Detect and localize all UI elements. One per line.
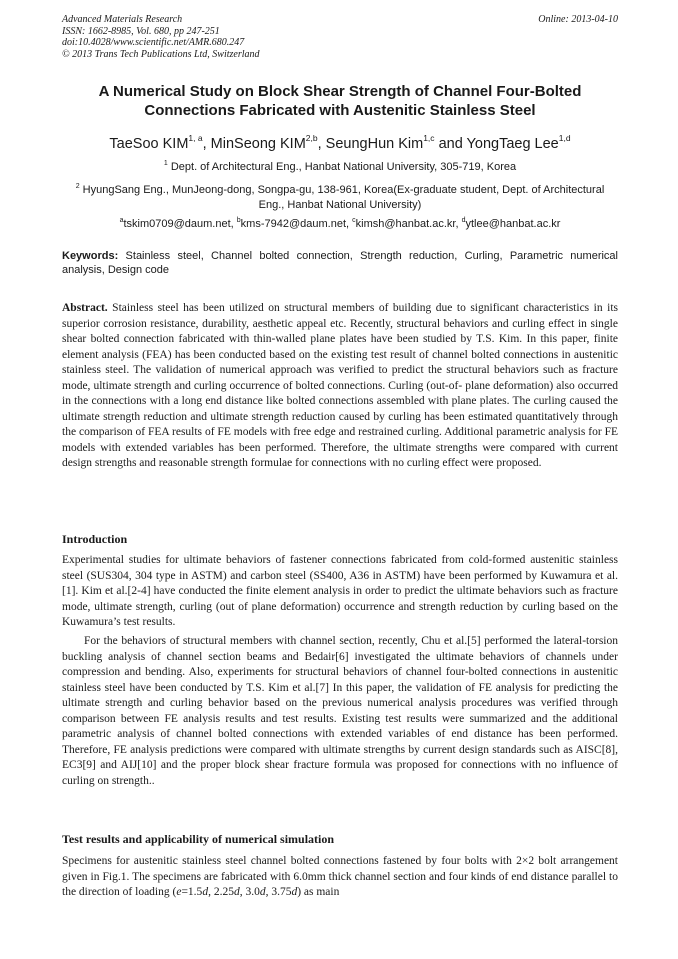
- introduction-heading: Introduction: [62, 532, 128, 546]
- email-address[interactable]: ytlee@hanbat.ac.kr: [465, 218, 561, 230]
- author-list: [62, 129, 618, 153]
- affiliation-2: [70, 179, 610, 213]
- test-results-paragraph: [62, 854, 618, 901]
- email-mark: d: [461, 217, 466, 224]
- author-affil-mark: 1, a: [188, 133, 203, 143]
- text-run: =1.5: [181, 886, 203, 898]
- introduction-paragraph-2: For the behaviors of structural members with channel section, recently, Chu et al.[5] performed the lateral-torsion buckling analysis of channel section beams and Bedair[6] investigated the ultimate behaviors of channels under compression and bending. Also, experiments for structural behaviors of channel four-bolted connections in austenitic stainless steel have been conducted by T.S. Kim et al.[7] In this paper, the validation of FE analysis for predicting the ultimate strength and curling behavior based on the previous numerical analysis procedures was verified through comparison between FE analysis results and test results. Existing test results were summarized and the additional parametric analysis of channel bolted connections with extended variables of end distance has been performed. Therefore, FE analysis predictions were compared with ultimate strengths by current design standards such as AISC[8], EC3[9] and AIJ[10] and the proper block shear fracture formula was proposed for connections with no influence of curling on strength..: [62, 635, 618, 787]
- text-run: , 3.75: [265, 886, 292, 898]
- abstract: [62, 301, 618, 472]
- journal-issn: ISSN: 1662-8985, Vol. 680, pp 247-251: [62, 25, 220, 37]
- online-date: Online: 2013-04-10: [538, 14, 618, 25]
- text-run-italic: d: [291, 886, 298, 898]
- text-run: , 3.0: [239, 886, 260, 898]
- journal-name: Advanced Materials Research: [62, 14, 183, 25]
- author-affil-mark: 2,b: [305, 133, 318, 143]
- title-line-2: Connections Fabricated with Austenitic Stainless Steel: [144, 102, 536, 119]
- text-run-italic: d: [233, 886, 240, 898]
- affiliation-mark: 2: [75, 183, 80, 190]
- journal-header: [62, 14, 618, 60]
- text-run-italic: d: [259, 886, 266, 898]
- author-name: MinSeong KIM: [210, 136, 306, 152]
- affiliation-text: Dept. of Architectural Eng., Hanbat National University, 305-719, Korea: [167, 161, 517, 173]
- author-separator: ,: [202, 136, 211, 152]
- email-address[interactable]: kimsh@hanbat.ac.kr: [355, 218, 456, 230]
- email-address[interactable]: kms-7942@daum.net: [240, 218, 346, 230]
- abstract-text: Stainless steel has been utilized on structural members of building due to significant characteristics in its superior corrosion resistance, durability, aesthetic appeal etc. Recently, structural behaviors and curling effect in single shear bolted connection fabricated with thin-walled plane plates have been studied by T.S. Kim. In this paper, finite element analysis (FEA) has been conducted based on the existing test result of channel bolted connections in austenitic stainless steel. The validation of numerical approach was verified to predict the structural behaviors such as fracture mode, ultimate strength and curling occurrence of bolted connections. Curling (out-of- plane deformation) also occurred in the connections with a long end distance like bolted connections assembled with plane plates. The curling caused the ultimate strength reduction and ultimate strength reduction caused by curling has been estimated quantitatively through the comparison of FEA results of FE models with free edge and restrained curling. Additional parametric analysis for FE models with extended variables has been performed. Therefore, the ultimate strengths were compared with current design strengths and reasonable strength formulae for connections with no curling effect were proposed.: [62, 302, 618, 469]
- author-name: TaeSoo KIM: [109, 136, 189, 152]
- paper-title: [62, 82, 618, 120]
- author-name: SeungHun Kim: [325, 136, 424, 152]
- keywords-label: Keywords:: [62, 250, 119, 262]
- author-name: YongTaeg Lee: [466, 136, 559, 152]
- journal-doi: doi:10.4028/www.scientific.net/AMR.680.247: [62, 37, 245, 48]
- email-mark: c: [352, 217, 356, 224]
- email-address[interactable]: tskim0709@daum.net: [123, 218, 231, 230]
- email-list: $^a$tskim0709@daum.net, $^b$kms-7942@daum.net, $^c$kimsh@hanbat.ac.kr, $^d$ytlee@hanbat.ac.kr: [119, 217, 561, 230]
- affiliation-mark: 1: [163, 160, 168, 167]
- keywords-text: Stainless steel, Channel bolted connection, Strength reduction, Curling, Parametric numerical analysis, Design code: [62, 250, 618, 276]
- introduction-paragraph-1: Experimental studies for ultimate behaviors of fastener connections fabricated from cold-formed austenitic stainless steel (SUS304, 304 type in ASTM) and carbon steel (SS400, A36 in ASTM) have been performed by Kuwamura et al.[1]. Kim et al.[2-4] have conducted the finite element analysis in order to predict the ultimate behaviors such as fracture mode, ultimate strength, curling (out of plane deformation) occurrence and strength reduction by curling based on the Kuwamura’s test results.: [62, 554, 618, 628]
- text-run-italic: d: [202, 886, 209, 898]
- affiliation-1: [70, 156, 610, 175]
- author-separator: ,: [317, 136, 326, 152]
- email-mark: b: [236, 217, 241, 224]
- text-run: Specimens for austenitic stainless steel channel bolted connections fastened by four bolts with 2×2 bolt arrangement given in Fig.1. The specimens are fabricated with 6.0mm thick channel section and four kinds of end distance parallel to the direction of loading (: [62, 855, 618, 898]
- text-run: , 2.25: [208, 886, 234, 898]
- abstract-label: Abstract.: [62, 302, 108, 314]
- text-run-italic: e: [176, 886, 182, 898]
- affiliation-text: HyungSang Eng., MunJeong-dong, Songpa-gu, 138-961, Korea(Ex-graduate student, Dept. of Architectural Eng., Hanbat National University): [79, 184, 605, 211]
- journal-copyright: © 2013 Trans Tech Publications Ltd, Switzerland: [62, 48, 260, 60]
- text-run: ) as main: [297, 886, 340, 898]
- author-and: and: [434, 136, 467, 152]
- title-line-1: A Numerical Study on Block Shear Strength of Channel Four-Bolted: [98, 83, 582, 100]
- keywords: [62, 249, 618, 277]
- author-affil-mark: 1,d: [558, 133, 571, 143]
- test-results-heading: Test results and applicability of numerical simulation: [62, 832, 335, 846]
- email-mark: a: [119, 217, 124, 224]
- author-affil-mark: 1,c: [423, 133, 435, 143]
